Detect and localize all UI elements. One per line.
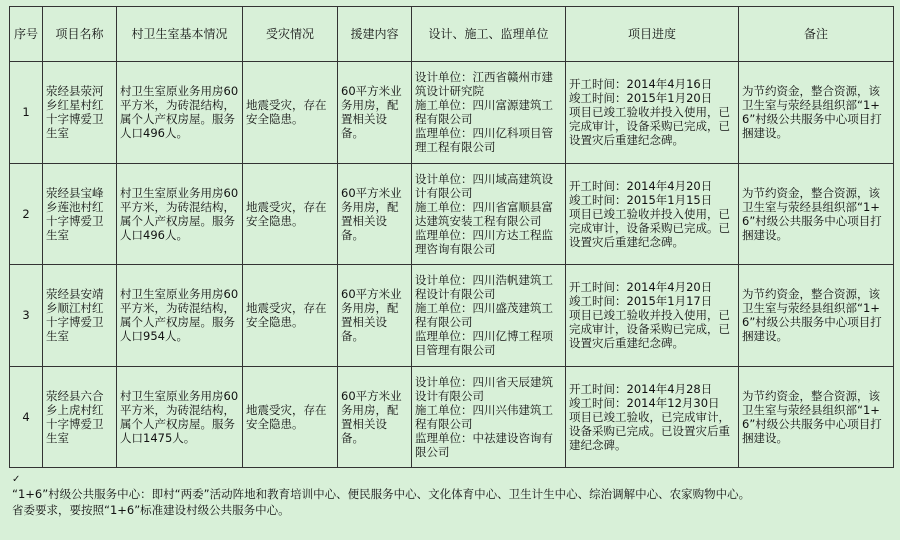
cell-no: 3 [10, 265, 43, 367]
cell-basic: 村卫生室原业务用房60平方米，为砖混结构，属个人产权房屋。服务人口954人。 [117, 265, 243, 367]
cell-disaster: 地震受灾，存在安全隐患。 [243, 163, 338, 265]
cell-units [412, 62, 566, 164]
cell-basic: 村卫生室原业务用房60平方米，为砖混结构，属个人产权房屋。服务人口1475人。 [117, 366, 243, 468]
supervision-unit: 监理单位：四川方达工程监理咨询有限公司 [415, 227, 553, 256]
supervision-unit: 监理单位：四川亿博工程项目管理有限公司 [415, 329, 553, 358]
cell-no: 1 [10, 62, 43, 164]
construction-unit: 施工单位：四川盛茂建筑工程有限公司 [415, 301, 553, 330]
cell-progress [566, 265, 739, 367]
table-row [10, 265, 894, 367]
cell-remark: 为节约资金，整合资源，该卫生室与荥经县组织部“1+6”村级公共服务中心项目打捆建设。 [739, 163, 894, 265]
supervision-unit: 监理单位：中祛建设咨询有限公司 [415, 430, 553, 459]
start-date: 开工时间：2014年4月16日 [569, 77, 713, 92]
cell-disaster: 地震受灾，存在安全隐患。 [243, 265, 338, 367]
check-mark-icon: ✓ [12, 474, 21, 485]
cell-progress [566, 62, 739, 164]
col-header-content: 援建内容 [338, 7, 412, 62]
table-row [10, 62, 894, 164]
cell-no: 2 [10, 163, 43, 265]
progress-status: 项目已竣工验收，已完成审计，设备采购已完成。已设置灾后重建纪念碑。 [569, 409, 730, 452]
completion-date: 竣工时间：2015年1月17日 [569, 294, 713, 309]
project-table [9, 6, 894, 468]
cell-name: 荥经县安靖乡顺江村红十字博爱卫生室 [43, 265, 117, 367]
footnote-line-1: “1+6”村级公共服务中心：即村“两委”活动阵地和教育培训中心、便民服务中心、文化体育中心、卫生计生中心、综治调解中心、农家购物中心。 [12, 487, 751, 501]
progress-status: 项目已竣工验收并投入使用，已完成审计，设备采购已完成，已设置灾后重建纪念碑。 [569, 308, 730, 351]
completion-date: 竣工时间：2015年1月15日 [569, 192, 713, 207]
cell-disaster: 地震受灾，存在安全隐患。 [243, 366, 338, 468]
col-header-units: 设计、施工、监理单位 [412, 7, 566, 62]
completion-date: 竣工时间：2015年1月20日 [569, 91, 713, 106]
table-row [10, 366, 894, 468]
completion-date: 竣工时间：2014年12月30日 [569, 395, 720, 410]
cell-content: 60平方米业务用房，配置相关设备。 [338, 62, 412, 164]
cell-remark: 为节约资金，整合资源，该卫生室与荥经县组织部“1+6”村级公共服务中心项目打捆建设。 [739, 62, 894, 164]
cell-disaster: 地震受灾，存在安全隐患。 [243, 62, 338, 164]
table-row [10, 163, 894, 265]
cell-remark: 为节约资金，整合资源，该卫生室与荥经县组织部“1+6”村级公共服务中心项目打捆建设。 [739, 265, 894, 367]
construction-unit: 施工单位：四川富源建筑工程有限公司 [415, 98, 553, 127]
cell-content: 60平方米业务用房，配置相关设备。 [338, 163, 412, 265]
col-header-remark: 备注 [739, 7, 894, 62]
cell-content: 60平方米业务用房，配置相关设备。 [338, 265, 412, 367]
col-header-progress: 项目进度 [566, 7, 739, 62]
supervision-unit: 监理单位：四川亿科项目管理工程有限公司 [415, 126, 553, 155]
cell-remark: 为节约资金，整合资源，该卫生室与荥经县组织部“1+6”村级公共服务中心项目打捆建设。 [739, 366, 894, 468]
footnote [12, 472, 892, 518]
cell-units [412, 265, 566, 367]
cell-content: 60平方米业务用房，配置相关设备。 [338, 366, 412, 468]
cell-progress [566, 163, 739, 265]
cell-no: 4 [10, 366, 43, 468]
design-unit: 设计单位：四川省天辰建筑设计有限公司 [415, 374, 553, 403]
cell-basic: 村卫生室原业务用房60平方米，为砖混结构，属个人产权房屋。服务人口496人。 [117, 62, 243, 164]
col-header-basic: 村卫生室基本情况 [117, 7, 243, 62]
start-date: 开工时间：2014年4月20日 [569, 178, 713, 193]
construction-unit: 施工单位：四川兴伟建筑工程有限公司 [415, 402, 553, 431]
cell-name: 荥经县六合乡上虎村红十字博爱卫生室 [43, 366, 117, 468]
start-date: 开工时间：2014年4月20日 [569, 280, 713, 295]
cell-name: 荥经县宝峰乡莲池村红十字博爱卫生室 [43, 163, 117, 265]
design-unit: 设计单位：四川域高建筑设计有限公司 [415, 171, 553, 200]
cell-basic: 村卫生室原业务用房60平方米，为砖混结构，属个人产权房屋。服务人口496人。 [117, 163, 243, 265]
col-header-no: 序号 [10, 7, 43, 62]
construction-unit: 施工单位：四川省富顺县富达建筑安装工程有限公司 [415, 199, 553, 228]
cell-progress [566, 366, 739, 468]
col-header-name: 项目名称 [43, 7, 117, 62]
progress-status: 项目已竣工验收并投入使用，已完成审计，设备采购已完成，已设置灾后重建纪念碑。 [569, 105, 730, 148]
col-header-disaster: 受灾情况 [243, 7, 338, 62]
header-row [10, 7, 894, 62]
footnote-line-2: 省委要求，要按照“1+6”标准建设村级公共服务中心。 [12, 503, 290, 517]
cell-units [412, 163, 566, 265]
design-unit: 设计单位：四川浩帆建筑工程设计有限公司 [415, 273, 553, 302]
design-unit: 设计单位：江西省赣州市建筑设计研究院 [415, 70, 553, 99]
cell-name: 荥经县荥河乡红星村红十字博爱卫生室 [43, 62, 117, 164]
start-date: 开工时间：2014年4月28日 [569, 381, 713, 396]
cell-units [412, 366, 566, 468]
progress-status: 项目已竣工验收并投入使用，已完成审计，设备采购已完成。已设置灾后重建纪念碑。 [569, 206, 730, 249]
